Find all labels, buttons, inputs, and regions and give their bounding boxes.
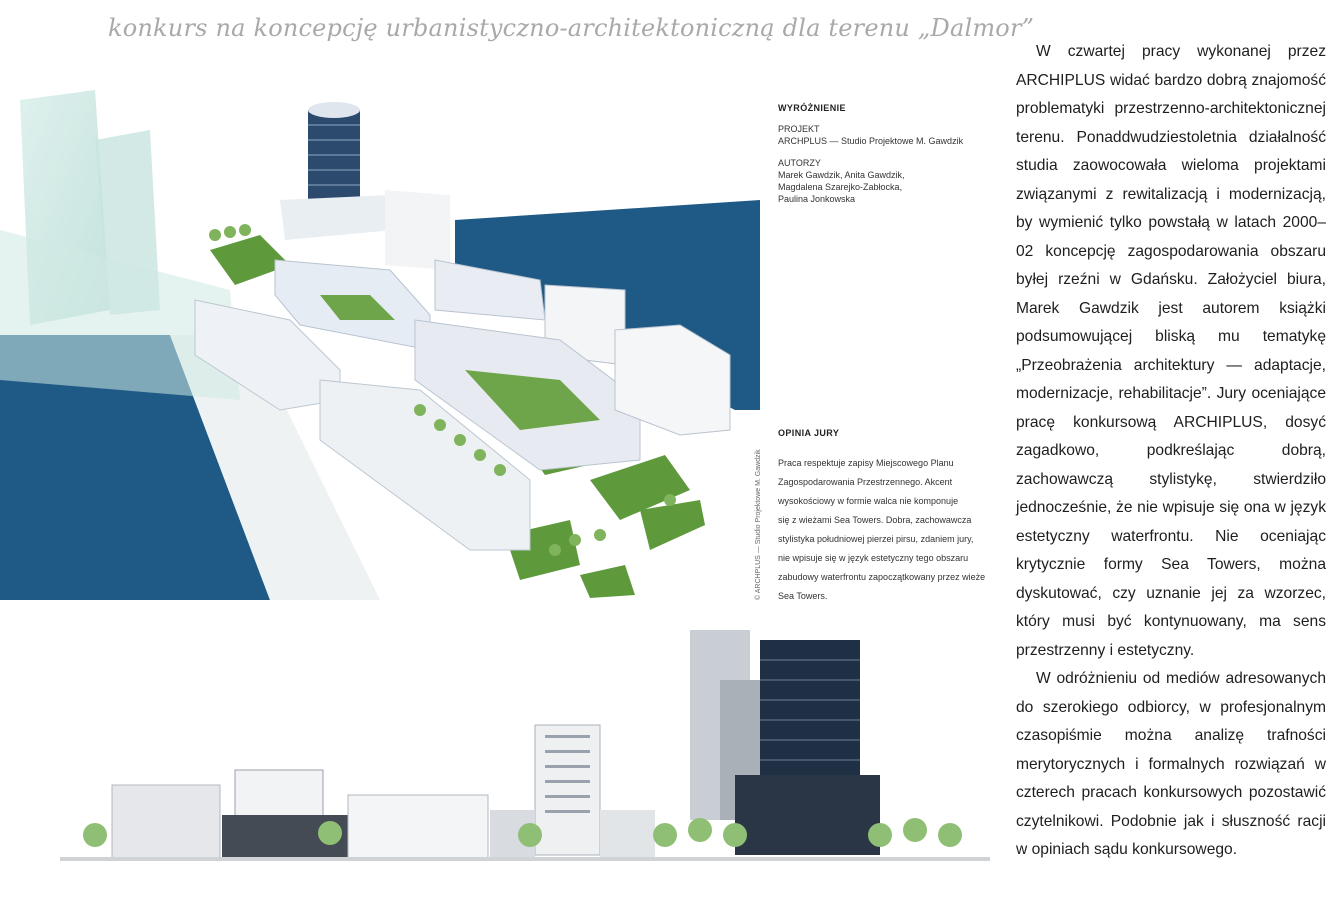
jury-line: stylistyka południowej pierzei pirsu, zdaniem jury, — [778, 534, 974, 544]
article-paragraph: W odróżnieniu od mediów adresowanych do szerokiego odbiorcy, w profesjonalnym czasopiśmie można analizę trafności merytorycznych i formalnych rozwiązań w czterech pracach konkursowych pozostawić czytelnikowi. Podobnie jak i słuszność racji w opiniach sądu konkursowego. — [1016, 670, 1326, 858]
author-line: Marek Gawdzik, Anita Gawdzik, — [778, 170, 905, 180]
article-paragraph: W czwartej pracy wykonanej przez ARCHIPLUS widać bardzo dobrą znajomość problematyki przestrzenno-architektonicznej terenu. Ponaddwudziestoletnia działalność studia zaowocowała wieloma projektami związanymi z rewitalizacją i modernizacją, by wymienić tylko powstałą w latach 2000–02 koncepcję zagospodarowania obszaru byłej rzeźni w Gdańsku. Założyciel biura, Marek Gawdzik jest autorem książki podsumowującej bliską mu tematykę „Przeobrażenia architektury — adaptacje, modernizacje, rehabilitacje”. Jury oceniające pracę konkursową ARCHIPLUS, dosyć zagadkowo, podkreślając dobrą, zachowawczą stylistykę, stwierdziło jednocześnie, że nie wpisuje się ona w język estetyczny waterfrontu. Nie oceniając krytycznie formy Sea Towers, można dyskutować, czy uznanie jej za wzorzec, który musi być kontynuowany, ma sens przestrzenny i estetyczny. — [1016, 43, 1326, 659]
project-value: ARCHPLUS — Studio Projektowe M. Gawdzik — [778, 136, 964, 146]
image-credit: © ARCHPLUS — Studio Projektowe M. Gawdzik — [755, 449, 762, 600]
jury-opinion — [778, 428, 988, 606]
page-title: konkurs na koncepcję urbanistyczno-architektoniczną dla terenu „Dalmor” — [108, 14, 1035, 42]
aerial-rendering — [0, 80, 760, 600]
award-info — [778, 103, 988, 205]
jury-line: Sea Towers. — [778, 591, 828, 601]
round-tower-elevation — [760, 640, 860, 790]
jury-opinion-heading: OPINIA JURY — [778, 428, 840, 438]
project-label: PROJEKT — [778, 124, 820, 134]
jury-line: zabudowy waterfrontu zapoczątkowany przez wieże — [778, 572, 986, 582]
award-heading: WYRÓŻNIENIE — [778, 103, 846, 113]
article-text — [1016, 38, 1326, 865]
authors-label: AUTORZY — [778, 158, 821, 168]
author-line: Paulina Jonkowska — [778, 194, 856, 204]
jury-line: Zagospodarowania Przestrzennego. Akcent — [778, 477, 953, 487]
street-elevation — [0, 625, 1000, 880]
jury-line: nie wpisuje się w język estetyczny tego obszaru — [778, 553, 969, 563]
author-line: Magdalena Szarejko-Zabłocka, — [778, 182, 903, 192]
jury-line: wysokościowy w formie walca nie komponuje — [778, 496, 959, 506]
authors-list — [778, 169, 988, 205]
jury-line: się z wieżami Sea Towers. Dobra, zachowawcza — [778, 515, 972, 525]
jury-line: Praca respektuje zapisy Miejscowego Planu — [778, 458, 954, 468]
